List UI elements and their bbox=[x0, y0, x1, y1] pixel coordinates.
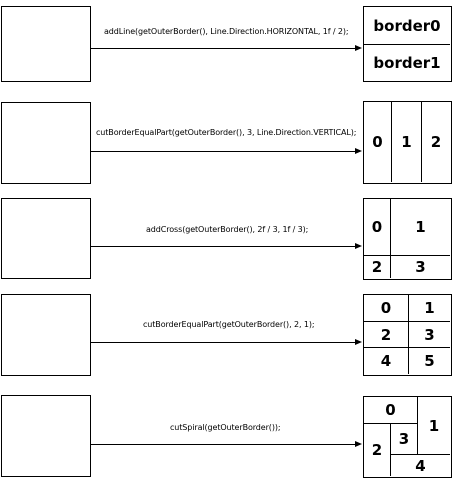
arrow-2 bbox=[91, 151, 355, 152]
cell-spiral-4: 4 bbox=[391, 454, 450, 476]
arrow-3 bbox=[91, 246, 355, 247]
code-label-2: cutBorderEqualPart(getOuterBorder(), 3, Line.Direction.VERTICAL); bbox=[96, 128, 357, 137]
cell-spiral-2: 2 bbox=[364, 424, 391, 476]
arrow-head-5 bbox=[355, 441, 362, 447]
cell-spiral-0: 0 bbox=[364, 397, 418, 424]
arrow-5 bbox=[91, 444, 355, 445]
cell-v-0: 0 bbox=[364, 102, 392, 182]
arrow-head-1 bbox=[355, 45, 362, 51]
cell-spiral-3: 3 bbox=[391, 424, 418, 454]
arrow-head-3 bbox=[355, 243, 362, 249]
code-label-1: addLine(getOuterBorder(), Line.Direction.HORIZONTAL, 1f / 2); bbox=[104, 27, 349, 36]
result-box-2 bbox=[363, 101, 452, 184]
source-box-5 bbox=[1, 395, 91, 477]
cell-grid-0: 0 bbox=[364, 295, 409, 322]
cell-border0: border0 bbox=[364, 7, 450, 45]
arrow-4 bbox=[91, 342, 355, 343]
cell-v-2: 2 bbox=[430, 133, 442, 151]
arrow-1 bbox=[91, 48, 355, 49]
cell-cross-0: 0 bbox=[364, 199, 391, 256]
code-label-5: cutSpiral(getOuterBorder()); bbox=[170, 423, 281, 432]
cell-cross-3: 3 bbox=[415, 258, 426, 276]
result-box-1 bbox=[363, 6, 452, 82]
cell-grid-1: 1 bbox=[409, 295, 450, 322]
cell-border1: border1 bbox=[373, 53, 441, 72]
cell-cross-2: 2 bbox=[364, 256, 391, 278]
code-label-3: addCross(getOuterBorder(), 2f / 3, 1f / 3); bbox=[146, 225, 309, 234]
cell-cross-1: 1 bbox=[391, 199, 450, 256]
arrow-head-4 bbox=[355, 339, 362, 345]
cell-spiral-1: 1 bbox=[428, 416, 440, 435]
result-box-3 bbox=[363, 198, 452, 280]
source-box-1 bbox=[1, 6, 91, 82]
source-box-2 bbox=[1, 102, 91, 184]
cell-grid-3: 3 bbox=[409, 322, 450, 348]
source-box-4 bbox=[1, 294, 91, 376]
cell-grid-4: 4 bbox=[364, 348, 409, 374]
source-box-3 bbox=[1, 198, 91, 279]
result-box-5 bbox=[363, 396, 452, 478]
cell-v-1: 1 bbox=[392, 102, 422, 182]
cell-grid-5: 5 bbox=[424, 352, 435, 370]
code-label-4: cutBorderEqualPart(getOuterBorder(), 2, 1); bbox=[143, 320, 315, 329]
arrow-head-2 bbox=[355, 148, 362, 154]
cell-grid-2: 2 bbox=[364, 322, 409, 348]
result-box-4 bbox=[363, 294, 452, 376]
